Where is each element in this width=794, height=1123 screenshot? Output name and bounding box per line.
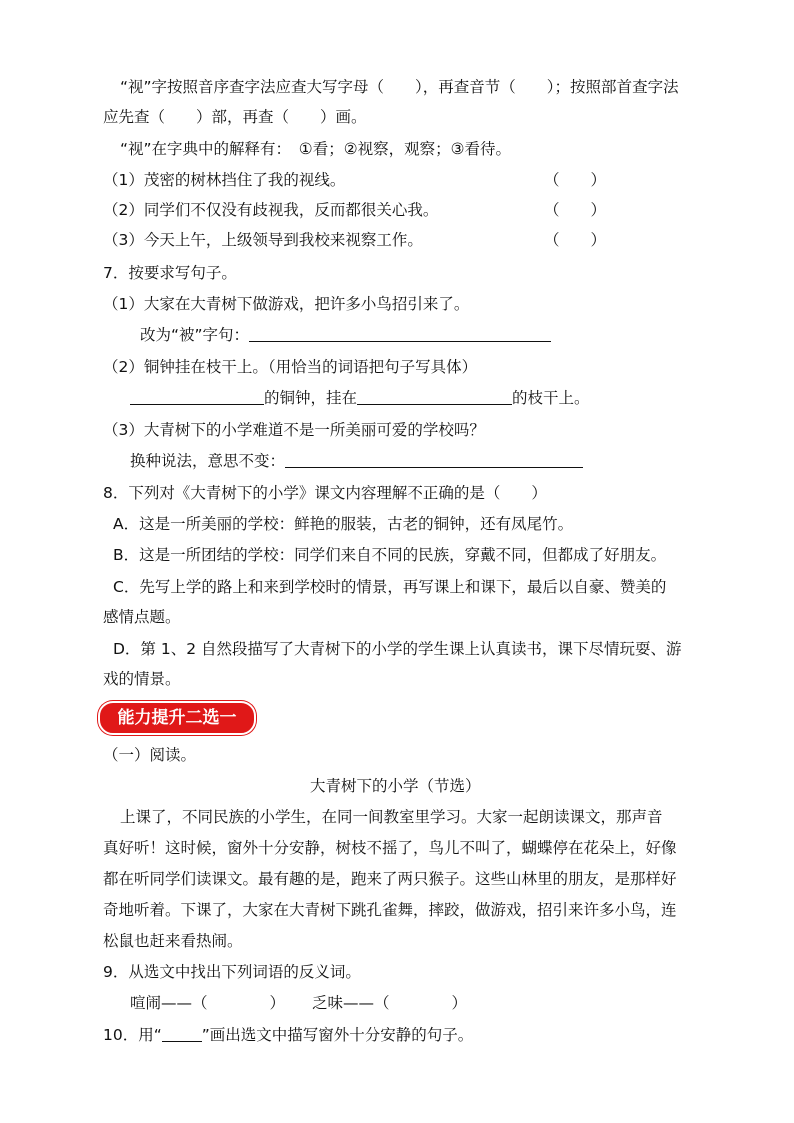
q8-option-b[interactable]: B．这是一所团结的学校：同学们来自不同的民族，穿戴不同，但都成了好朋友。 [113,546,667,564]
q8-option-d-cont: 戏的情景。 [103,670,181,688]
q9-word-2[interactable]: 乏味——（ ） [312,994,468,1012]
q7-sentence-3-answer [130,451,583,471]
q7-title: 7．按要求写句子。 [103,264,237,282]
q10-post: ”画出选文中描写窗外十分安静的句子。 [201,1026,474,1044]
q7-sentence-1-answer [140,325,551,345]
q10-underline-sample [162,1025,202,1042]
passage-line: 上课了，不同民族的小学生，在同一间教室里学习。大家一起朗读课文，那声音 [120,808,663,826]
q6-item-1-answer[interactable]: （ ） [544,171,607,189]
q8-option-c[interactable]: C．先写上学的路上和来到学校时的情景，再写课上和课下，最后以自豪、赞美的 [113,578,667,596]
q7-sentence-2-answer [130,388,590,408]
section-badge: 能力提升二选一 [98,701,256,735]
q6-line2: 应先查（ ）部，再查（ ）画。 [103,108,367,126]
q6-item-2: （2）同学们不仅没有歧视我，反而都很关心我。 [103,201,439,219]
passage-title: 大青树下的小学（节选） [310,777,481,795]
passage-line: 奇地听着。下课了，大家在大青树下跳孔雀舞，摔跤，做游戏，招引来许多小鸟，连 [103,901,677,919]
q9-title: 9．从选文中找出下列词语的反义词。 [103,963,361,981]
q7-sentence-2-end: 的枝干上。 [512,389,590,407]
q7-sentence-2-mid: 的铜钟，挂在 [264,389,358,407]
q6-item-3: （3）今天上午，上级领导到我校来视察工作。 [103,231,423,249]
q8-option-d[interactable]: D．第 1、2 自然段描写了大青树下的小学的学生课上认真读书，课下尽情玩耍、游 [113,640,682,658]
q8-title: 8．下列对《大青树下的小学》课文内容理解不正确的是（ ） [103,484,547,502]
passage-line: 松鼠也赶来看热闹。 [103,932,243,950]
q7-sentence-3: （3）大青树下的小学难道不是一所美丽可爱的学校吗？ [103,421,485,439]
passage-line: 都在听同学们读课文。最有趣的是，跑来了两只猴子。这些山林里的朋友，是那样好 [103,870,677,888]
q6-item-1: （1）茂密的树林挡住了我的视线。 [103,171,346,189]
q8-option-a[interactable]: A．这是一所美丽的学校：鲜艳的服装，古老的铜钟，还有凤尾竹。 [113,515,574,533]
q6-item-3-answer[interactable]: （ ） [544,231,607,249]
q7-sentence-3-prompt: 换种说法，意思不变： [130,452,286,470]
q7-sentence-2-blank-2[interactable] [357,388,512,405]
reading-label: （一）阅读。 [103,746,197,764]
q7-sentence-1-prompt: 改为“被”字句： [140,326,250,344]
q6-item-2-answer[interactable]: （ ） [544,201,607,219]
q7-sentence-2-blank-1[interactable] [130,388,264,405]
q6-meanings: “视”在字典中的解释有： ①看；②视察，观察；③看待。 [120,140,511,158]
q7-sentence-2: （2）铜钟挂在枝干上。（用恰当的词语把句子写具体） [103,358,478,376]
q7-sentence-3-blank[interactable] [285,451,583,468]
q7-sentence-1-blank[interactable] [249,325,551,342]
q6-line1: “视”字按照音序查字法应查大写字母（ ），再查音节（ ）；按照部首查字法 [120,78,679,96]
q10-title [103,1025,473,1045]
q10-pre: 10．用“ [103,1026,162,1044]
q9-word-1[interactable]: 喧闹——（ ） [130,994,286,1012]
q8-option-c-cont: 感情点题。 [103,608,181,626]
passage-line: 真好听！这时候，窗外十分安静，树枝不摇了，鸟儿不叫了，蝴蝶停在花朵上，好像 [103,839,677,857]
q7-sentence-1: （1）大家在大青树下做游戏，把许多小鸟招引来了。 [103,295,470,313]
